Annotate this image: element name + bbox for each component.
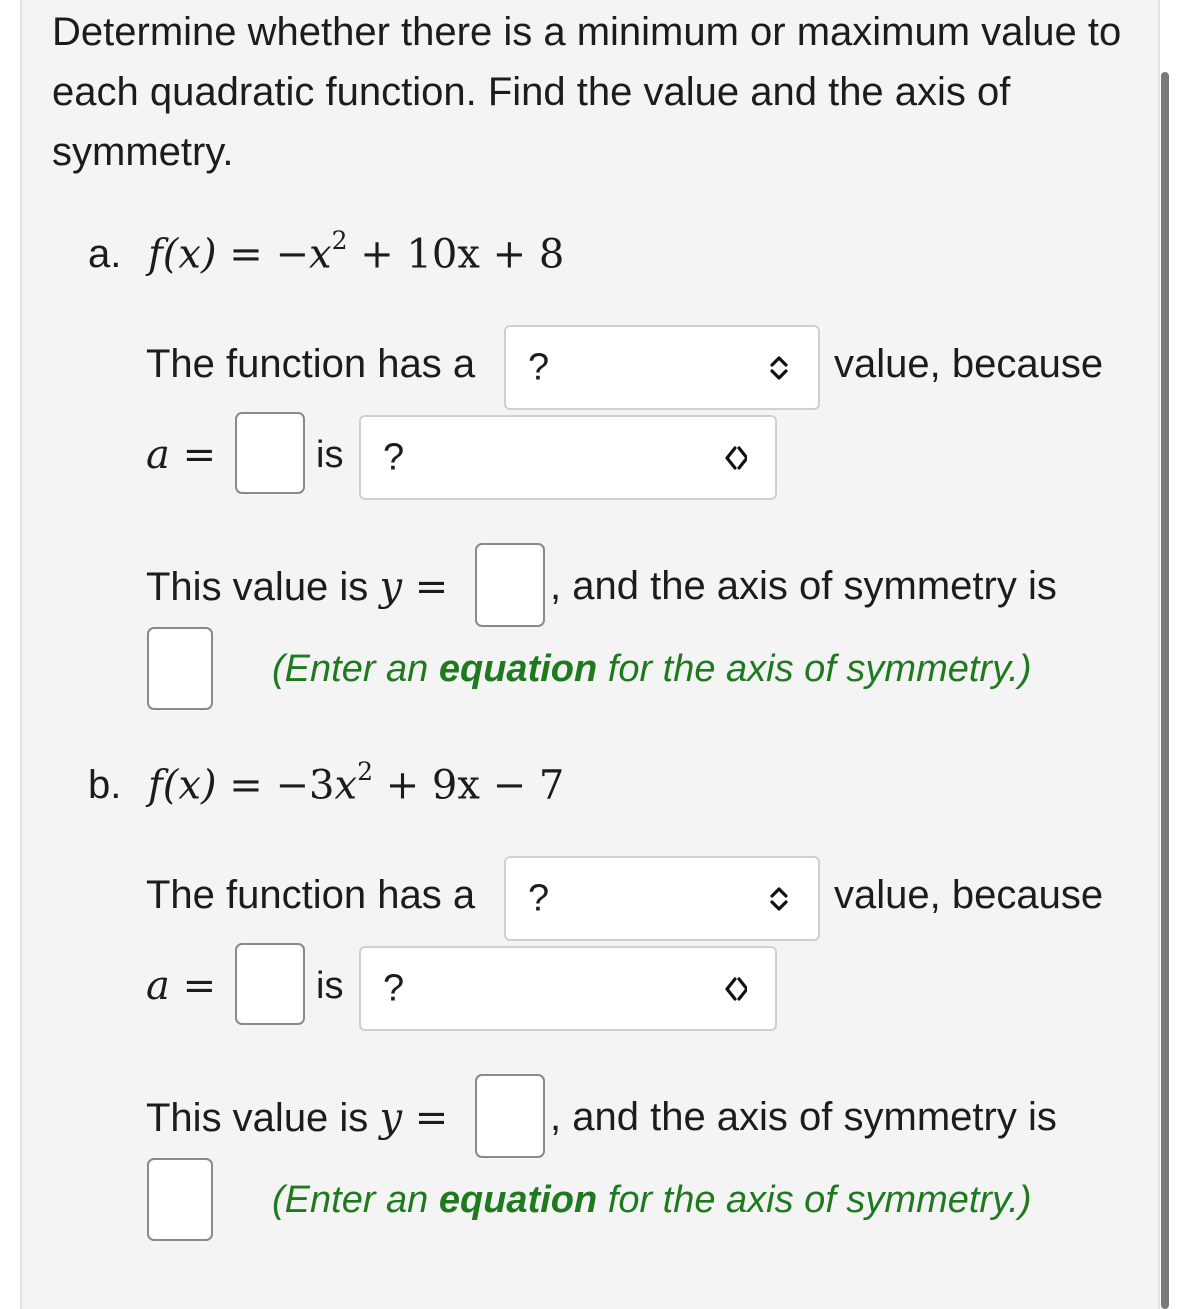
updown-chevron-icon xyxy=(768,884,790,914)
part-b-value-is-label: This value is y = xyxy=(146,1095,449,1141)
part-b-is-label: is xyxy=(316,965,344,1007)
part-a-value-because: value, because xyxy=(834,342,1104,386)
part-a-function: $f(x) = -x^2 + 10x + 8$ xyxy=(148,226,565,278)
part-a-value-is-label: This value is y = xyxy=(146,564,449,610)
select-value: ? xyxy=(528,346,550,388)
part-b-y-input[interactable] xyxy=(475,1074,545,1158)
part-b-a-label: a = xyxy=(146,963,217,1009)
part-b-axis-label: , and the axis of symmetry is xyxy=(550,1095,1057,1139)
part-a-axis-label: , and the axis of symmetry is xyxy=(550,564,1057,608)
part-b-hint: (Enter an equation for the axis of symmetry.) xyxy=(272,1179,1032,1221)
part-a-y-input[interactable] xyxy=(475,543,545,627)
question-text: Determine whether there is a minimum or maximum value to each quadratic function. Find the value and the axis of symmetry. xyxy=(52,10,1122,174)
function-exponent: 2 xyxy=(331,226,348,255)
part-a-sign-select[interactable] xyxy=(359,415,777,500)
function-exponent: 2 xyxy=(357,757,373,786)
part-b-label: b. xyxy=(88,763,122,807)
part-a-is-label: is xyxy=(316,434,344,476)
scrollbar[interactable] xyxy=(1161,72,1169,1309)
part-b-axis-input[interactable] xyxy=(147,1158,213,1241)
function-coefficient: −3 xyxy=(275,762,335,809)
part-a-function-has-label: The function has a xyxy=(146,342,476,386)
part-a-a-label: a = xyxy=(146,432,217,478)
part-a-axis-input[interactable] xyxy=(147,627,213,710)
part-b-function: $f(x) = -3x^2 + 9x - 7$ xyxy=(148,757,565,809)
updown-chevron-icon xyxy=(725,974,747,1004)
part-a-type-select[interactable] xyxy=(504,325,820,410)
part-b-type-select[interactable] xyxy=(504,856,820,941)
part-b-function-has-label: The function has a xyxy=(146,873,476,917)
select-value: ? xyxy=(383,967,405,1009)
part-b-value-because: value, because xyxy=(834,873,1104,917)
part-a-a-input[interactable] xyxy=(235,412,305,494)
select-value: ? xyxy=(528,877,550,919)
function-coefficient: − xyxy=(275,231,310,278)
updown-chevron-icon xyxy=(725,443,747,473)
part-b-a-input[interactable] xyxy=(235,943,305,1025)
function-lhs: f(x) xyxy=(148,231,217,278)
function-rest: + 9x − 7 xyxy=(385,762,565,809)
part-a-hint: (Enter an equation for the axis of symmetry.) xyxy=(272,648,1032,690)
function-rest: + 10x + 8 xyxy=(360,231,565,278)
function-sq-term: x xyxy=(309,231,332,278)
select-value: ? xyxy=(383,436,405,478)
function-sq-term: x xyxy=(334,762,358,809)
function-lhs: f(x) xyxy=(148,762,217,809)
updown-chevron-icon xyxy=(768,353,790,383)
part-a-label: a. xyxy=(88,232,122,276)
part-b-sign-select[interactable] xyxy=(359,946,777,1031)
